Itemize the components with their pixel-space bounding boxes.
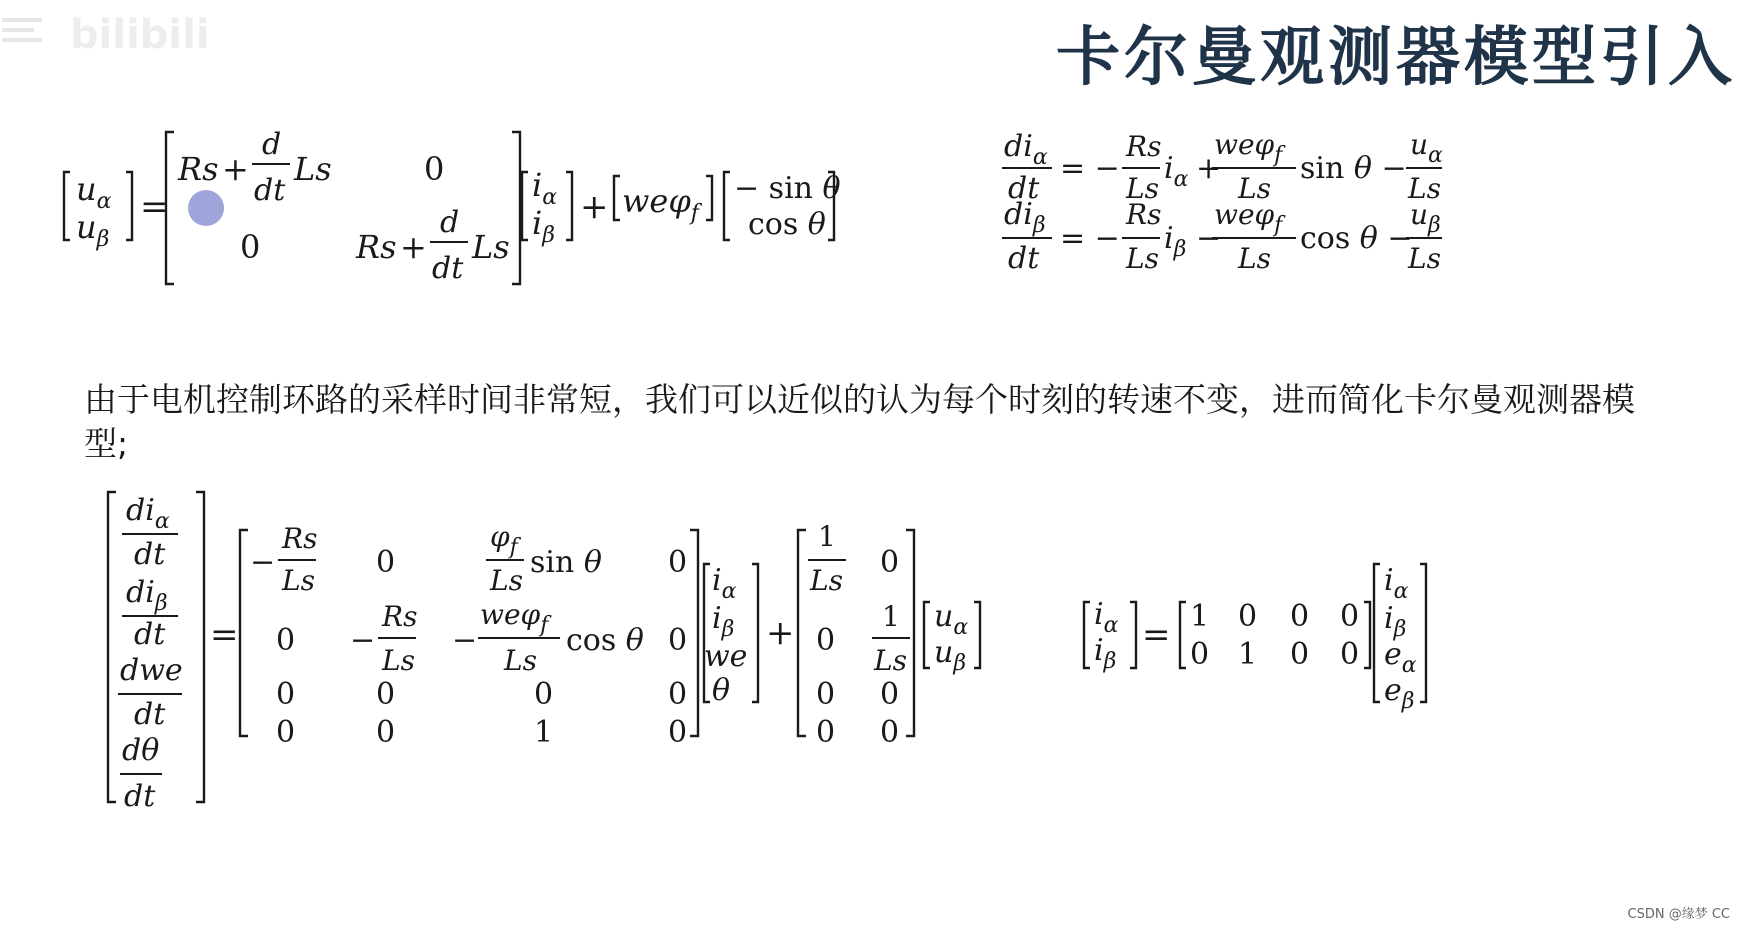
svg-text:1: 1 [882,600,900,633]
svg-text:0: 0 [668,715,688,750]
svg-text:eα: $e_\alpha$ [1384,637,1417,678]
svg-text:Ls: Ls [1238,242,1271,275]
svg-text:iα: $i_\alpha$ [712,563,737,604]
svg-text:0: 0 [424,150,445,188]
svg-text:+: + [766,613,795,653]
svg-text:dt: dt [432,251,464,286]
svg-text:iβ: $i_\beta$ [712,601,735,642]
svg-text:Ls: Ls [1408,172,1441,205]
svg-text:0: 0 [376,677,396,712]
svg-text:=: = [1142,615,1171,655]
svg-text:diα: $di_\alpha$ [126,493,170,534]
svg-text:bilibili: bilibili [70,12,210,58]
svg-text:weφf: weφ$_f$ [622,182,699,226]
mouse-cursor-icon [188,190,224,226]
svg-text:cos θ −: cos θ − [1300,221,1413,256]
svg-text:weφf: weφ$_f$ [1214,198,1283,238]
svg-text:Ls: Ls [504,644,537,677]
svg-text:iβ: $i_\beta$ [532,204,555,248]
svg-text:weφf: weφ$_f$ [1214,128,1283,168]
svg-text:0: 0 [668,623,688,658]
svg-text:0: 0 [880,715,900,750]
svg-text:Rs: Rs [356,228,397,266]
svg-text:0: 0 [276,715,296,750]
svg-text:uα: $u_\alpha$ [1410,128,1443,168]
svg-text:0: 0 [1340,599,1360,634]
svg-text:Ls: Ls [1126,172,1159,205]
svg-text:0: 0 [668,545,688,580]
svg-text:sin θ: sin θ [530,545,602,580]
svg-text:cos θ: cos θ [748,207,826,242]
svg-text:0: 0 [816,677,836,712]
svg-text:0: 0 [376,715,396,750]
svg-text:−: − [1196,221,1222,256]
svg-text:Rs: Rs [382,600,418,633]
svg-text:0: 0 [816,623,836,658]
svg-text:diα: $di_\alpha$ [1004,129,1048,170]
svg-text:uα: $u_\alpha$ [934,599,969,640]
svg-text:dt: dt [134,537,166,572]
svg-text:iβ: $i_\beta$ [1094,633,1117,674]
svg-text:Ls: Ls [282,564,315,597]
svg-text:+: + [222,150,249,188]
svg-text:eβ: $e_\beta$ [1384,673,1415,714]
svg-text:= −: = − [1060,221,1120,256]
svg-text:−: − [452,623,478,658]
svg-text:=: = [210,615,239,655]
svg-text:+: + [580,187,609,227]
svg-text:uβ: $u_\beta$ [934,635,967,676]
svg-text:0: 0 [376,545,396,580]
svg-text:= −: = − [1060,151,1120,186]
svg-text:iα: $i_\alpha$ [1094,597,1119,638]
svg-text:−: − [350,623,376,658]
svg-text:0: 0 [816,715,836,750]
svg-text:diβ: $di_\beta$ [126,575,168,616]
footer-credit: CSDN @缘梦 CC [1627,907,1730,922]
svg-text:Ls: Ls [1126,242,1159,275]
svg-text:0: 0 [668,677,688,712]
svg-text:0: 0 [1238,599,1258,634]
svg-text:we: we [704,639,748,674]
svg-text:iα: $i_\alpha$ [532,166,558,210]
slide-title: 卡尔曼观测器模型引入 [1056,21,1736,95]
svg-text:0: 0 [1190,637,1210,672]
svg-text:dt: dt [134,617,166,652]
svg-text:θ: θ [712,673,731,708]
svg-text:1: 1 [1190,599,1210,634]
svg-text:Ls: Ls [1408,242,1441,275]
svg-text:−: − [250,545,276,580]
svg-text:0: 0 [276,677,296,712]
svg-text:=: = [140,187,169,227]
svg-text:dwe: dwe [120,653,183,688]
svg-text:iα: $i_\alpha$ [1164,151,1189,192]
svg-text:iβ: $i_\beta$ [1164,221,1187,262]
svg-text:Ls: Ls [294,150,332,188]
svg-text:d: d [440,205,460,240]
svg-text:Ls: Ls [472,228,510,266]
svg-text:0: 0 [1290,599,1310,634]
svg-text:1: 1 [818,520,836,553]
svg-text:0: 0 [880,677,900,712]
svg-text:0: 0 [880,545,900,580]
svg-text:Ls: Ls [874,644,907,677]
svg-text:uβ: $u_\beta$ [1410,198,1441,238]
svg-text:cos θ: cos θ [566,623,644,658]
svg-text:0: 0 [534,677,554,712]
svg-text:Rs: Rs [1126,130,1162,163]
svg-text:dt: dt [124,779,156,814]
svg-text:Ls: Ls [810,564,843,597]
svg-text:1: 1 [1238,637,1258,672]
svg-text:Rs: Rs [282,522,318,555]
svg-text:iα: $i_\alpha$ [1384,563,1409,604]
svg-text:uα: $u_\alpha$ [76,170,112,214]
svg-text:φf: $\varphi_f$ [490,520,518,560]
svg-text:weφf: weφ$_f$ [480,598,549,638]
svg-text:dθ: dθ [122,733,160,768]
explanation-paragraph: 由于电机控制环路的采样时间非常短，我们可以近似的认为每个时刻的转速不变，进而简化卡尔曼观测器模型; [84,380,1635,463]
svg-text:d: d [262,127,282,162]
svg-text:uβ: $u_\beta$ [76,208,110,252]
svg-text:Ls: Ls [490,564,523,597]
svg-text:0: 0 [1290,637,1310,672]
svg-text:Ls: Ls [382,644,415,677]
current-derivative-equations [1000,124,1480,284]
svg-text:dt: dt [134,697,166,732]
svg-text:1: 1 [534,715,554,750]
voltage-equation [0,120,900,300]
svg-text:dt: dt [1008,241,1040,276]
svg-text:0: 0 [240,228,261,266]
svg-text:diβ: $di_\beta$ [1004,197,1046,238]
svg-text:+: + [400,228,427,266]
svg-text:dt: dt [254,173,286,208]
svg-text:+: + [1196,151,1222,186]
svg-text:Ls: Ls [1238,172,1271,205]
bilibili-logo-watermark [0,4,220,64]
svg-text:sin θ −: sin θ − [1300,151,1407,186]
svg-text:iβ: $i_\beta$ [1384,601,1407,642]
svg-text:0: 0 [276,623,296,658]
state-space-equation [0,480,1480,820]
svg-text:0: 0 [1340,637,1360,672]
svg-text:Rs: Rs [178,150,219,188]
svg-text:Rs: Rs [1126,198,1162,231]
svg-text:− sin θ: − sin θ [734,171,841,206]
svg-text:dt: dt [1008,171,1040,206]
